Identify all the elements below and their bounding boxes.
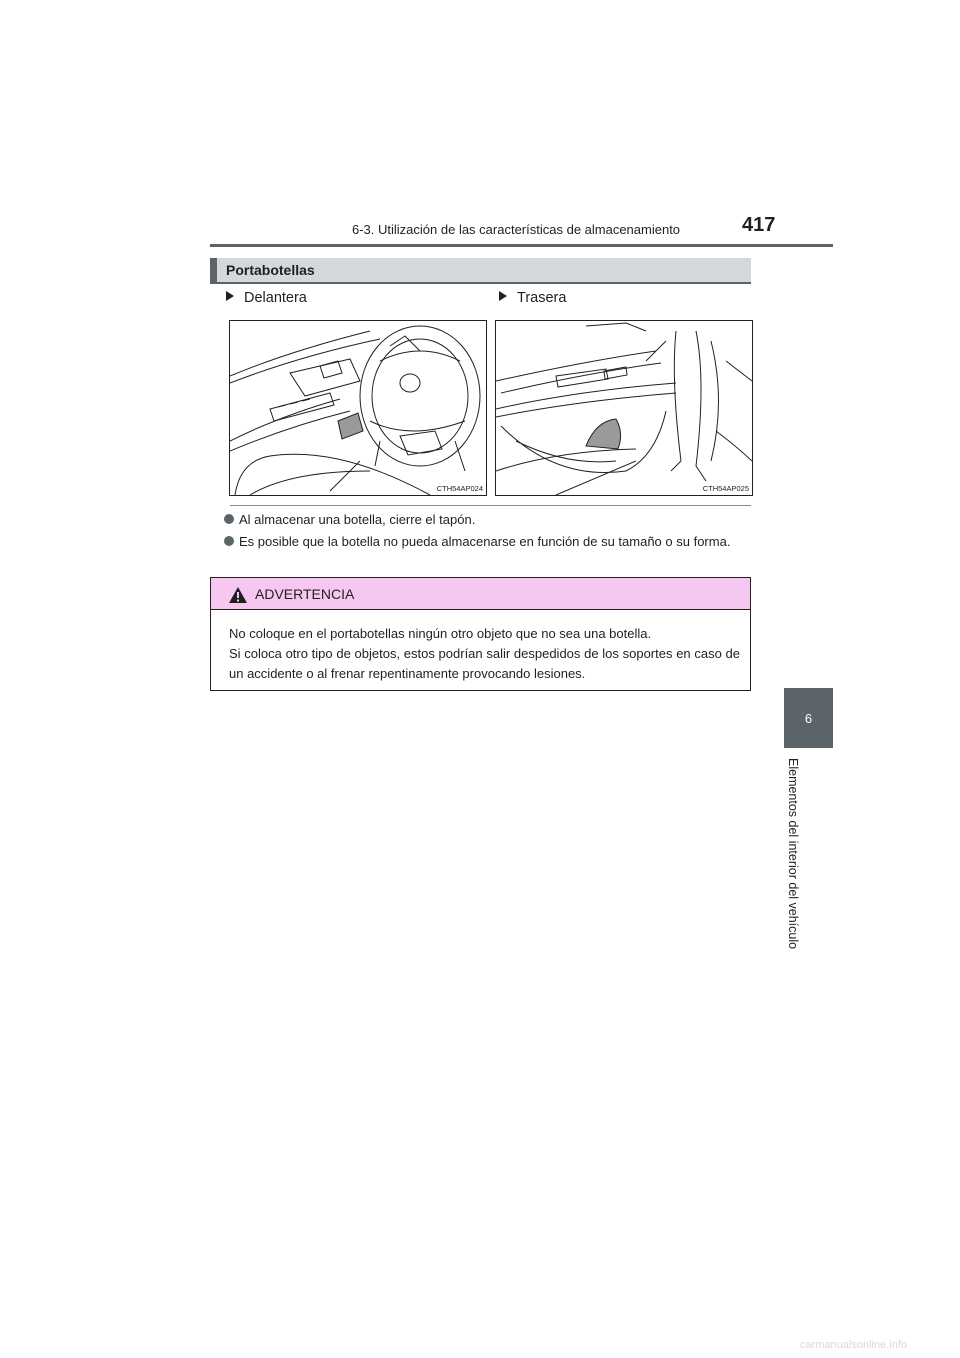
chapter-tab <box>784 688 833 748</box>
warning-line: Si coloca otro tipo de objetos, estos podrían salir despedidos de los soportes en caso de un accidente o al frenar repentinamente provocando lesiones. <box>229 646 740 681</box>
page-number: 417 <box>742 214 776 236</box>
figure-label-front: Delantera <box>226 290 307 306</box>
figure-code: CTH54AP024 <box>436 484 483 493</box>
chapter-side-label <box>783 758 833 958</box>
figure-label-rear: Trasera <box>499 290 566 306</box>
section-heading-bar <box>210 258 751 284</box>
section-accent <box>210 258 217 282</box>
warning-body <box>229 624 740 684</box>
bullet-rule <box>230 505 751 506</box>
figure-front-bottle-holder <box>229 320 487 496</box>
figure-code: CTH54AP025 <box>702 484 749 493</box>
header-rule <box>210 244 833 247</box>
figure-rear-bottle-holder <box>495 320 753 496</box>
section-title: Portabotellas <box>226 262 315 278</box>
bullet-dot-icon <box>224 536 234 546</box>
bullet-item: Al almacenar una botella, cierre el tapón. <box>224 510 742 530</box>
chapter-title: Elementos del interior del vehículo <box>786 758 800 950</box>
front-door-illustration <box>230 321 486 495</box>
bullet-item: Es posible que la botella no pueda almacenarse en función de su tamaño o su forma. <box>224 532 742 552</box>
warning-triangle-icon <box>228 586 248 604</box>
running-header: 6-3. Utilización de las características de almacenamiento <box>352 222 681 237</box>
chapter-number: 6 <box>804 710 813 726</box>
watermark: carmanualsonline.info <box>800 1339 908 1351</box>
triangle-bullet-icon <box>226 291 234 301</box>
warning-line: No coloque en el portabotellas ningún otro objeto que no sea una botella. <box>229 626 652 641</box>
rear-door-illustration <box>496 321 752 495</box>
bullet-dot-icon <box>224 514 234 524</box>
triangle-bullet-icon <box>499 291 507 301</box>
warning-header <box>211 578 750 610</box>
warning-title: ADVERTENCIA <box>255 586 355 602</box>
warning-box <box>210 577 751 691</box>
